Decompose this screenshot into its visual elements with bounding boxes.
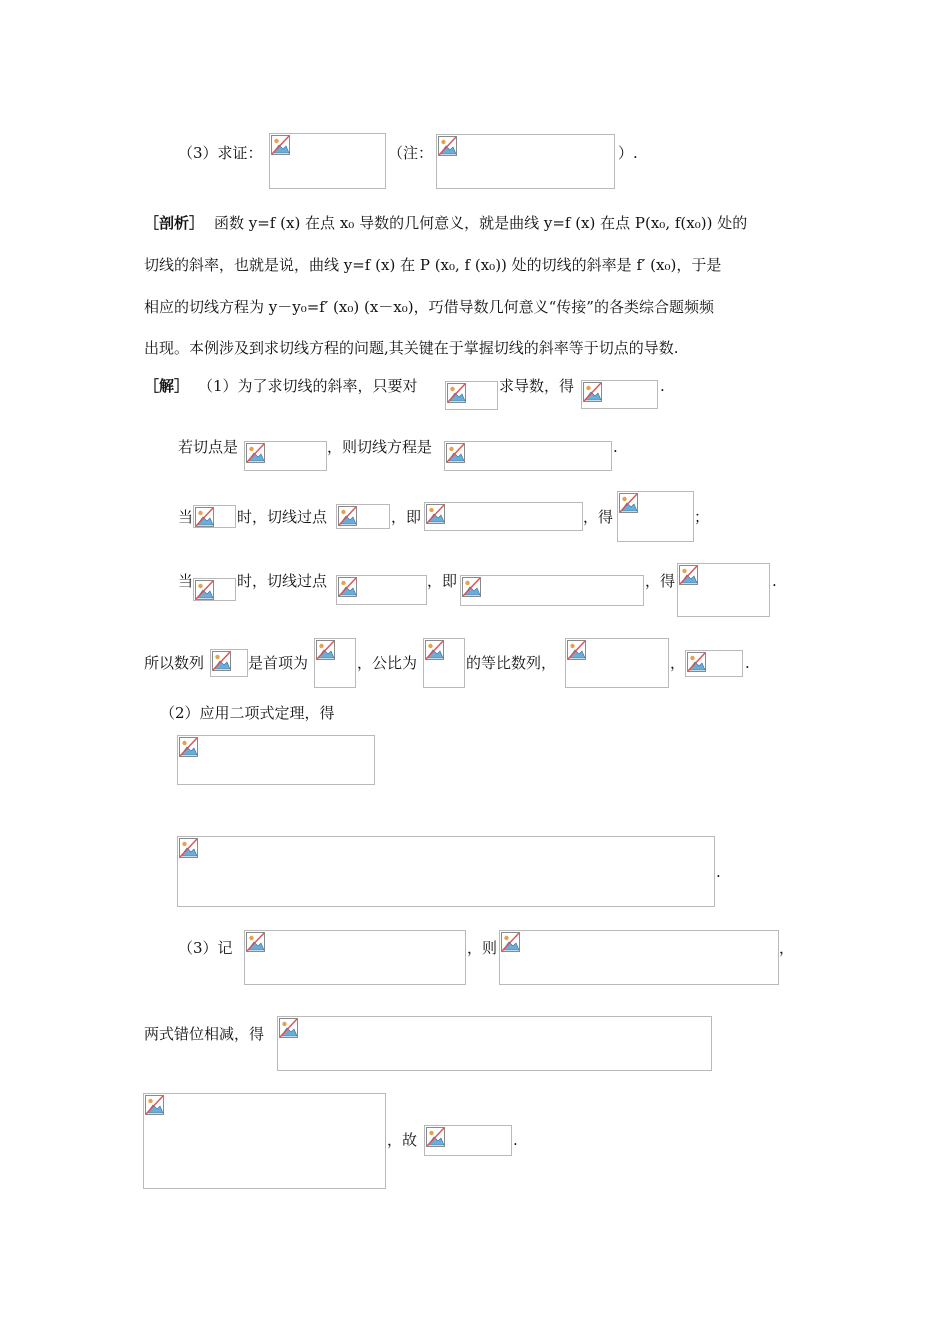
- tangent-text: ，则切线方程是: [327, 438, 433, 456]
- part3-text: （3）记: [178, 939, 233, 957]
- sequence-text: 所以数列: [144, 654, 205, 672]
- conclusion-text: ，故: [387, 1131, 418, 1149]
- broken-image-icon: [179, 737, 198, 757]
- subtraction-text: 两式错位相减，得: [144, 1025, 265, 1043]
- broken-image-icon: [271, 135, 290, 155]
- broken-image-icon: [195, 507, 214, 527]
- formula-image: [244, 930, 466, 985]
- broken-image-icon: [426, 1127, 445, 1147]
- broken-image-icon: [462, 577, 481, 597]
- formula-image: [193, 578, 236, 601]
- formula-image: [445, 381, 498, 410]
- case2-text: ，即: [427, 572, 458, 590]
- broken-image-icon: [212, 651, 231, 671]
- formula-image: [617, 491, 694, 542]
- broken-image-icon: [279, 1018, 298, 1038]
- tangent-text: .: [613, 438, 618, 456]
- case1-text: ；: [694, 508, 710, 526]
- broken-image-icon: [687, 652, 706, 672]
- formula-image: [460, 575, 644, 606]
- tangent-text: 若切点是: [178, 438, 239, 456]
- analysis-line-1: 函数 y=f (x) 在点 x₀ 导数的几何意义，就是曲线 y=f (x) 在点 P(x₀, f(x₀)) 处的: [214, 214, 748, 232]
- formula-image: [424, 1125, 512, 1156]
- analysis-line-4: 出现。本例涉及到求切线方程的问题,其关键在于掌握切线的斜率等于切点的导数.: [144, 339, 679, 357]
- formula-image: [193, 505, 236, 528]
- formula-image: [177, 735, 375, 785]
- broken-image-icon: [246, 932, 265, 952]
- part2-text: （2）应用二项式定理，得: [160, 704, 335, 722]
- formula-image: [436, 134, 615, 189]
- broken-image-icon: [316, 640, 335, 660]
- formula-image: [277, 1016, 712, 1071]
- case2-text: .: [772, 572, 777, 590]
- analysis-line-3: 相应的切线方程为 y－y₀=f′ (x₀) (x－x₀)，巧借导数几何意义“传接”的各类综合题频频: [144, 298, 714, 316]
- formula-image: [424, 502, 583, 531]
- formula-image: [314, 638, 356, 688]
- sequence-text: 是首项为: [248, 654, 309, 672]
- broken-image-icon: [501, 932, 520, 952]
- formula-image: [444, 441, 612, 471]
- problem3-prefix: （3）求证：: [178, 144, 263, 162]
- broken-image-icon: [426, 504, 445, 524]
- part3-text: ，: [779, 939, 795, 957]
- broken-image-icon: [583, 382, 602, 402]
- formula-image: [499, 930, 779, 985]
- case1-text: 时，切线过点: [237, 508, 328, 526]
- broken-image-icon: [446, 443, 465, 463]
- formula-image: [423, 638, 465, 688]
- part2-end: .: [716, 863, 721, 881]
- case2-text: ，得: [645, 572, 676, 590]
- sequence-text: ，: [670, 654, 686, 672]
- formula-image: [581, 380, 658, 409]
- formula-image: [336, 575, 427, 605]
- broken-image-icon: [679, 565, 698, 585]
- broken-image-icon: [619, 493, 638, 513]
- problem3-end: ）.: [618, 144, 638, 162]
- sequence-text: 的等比数列，: [466, 654, 557, 672]
- solution-1-text: （1）为了求切线的斜率，只要对: [198, 377, 418, 395]
- broken-image-icon: [195, 580, 214, 600]
- broken-image-icon: [567, 640, 586, 660]
- case2-text: 当: [178, 572, 194, 590]
- case1-text: ，即: [391, 508, 422, 526]
- part3-text: ，则: [467, 939, 498, 957]
- formula-image: [244, 441, 327, 471]
- sequence-text: .: [745, 654, 750, 672]
- case2-text: 时，切线过点: [237, 572, 328, 590]
- formula-image: [336, 504, 390, 529]
- solution-1-text: 求导数，得: [499, 377, 575, 395]
- broken-image-icon: [145, 1095, 164, 1115]
- solution-1-text: .: [660, 377, 665, 395]
- broken-image-icon: [338, 577, 357, 597]
- broken-image-icon: [438, 136, 457, 156]
- analysis-heading: ［剖析］: [144, 214, 205, 232]
- formula-image: [177, 836, 715, 907]
- case1-text: 当: [178, 508, 194, 526]
- formula-image: [685, 650, 743, 677]
- broken-image-icon: [179, 838, 198, 858]
- broken-image-icon: [425, 640, 444, 660]
- analysis-line-2: 切线的斜率，也就是说，曲线 y=f (x) 在 P (x₀, f (x₀)) 处的切线的斜率是 f′ (x₀)，于是: [144, 256, 722, 274]
- formula-image: [143, 1093, 386, 1189]
- case1-text: ，得: [583, 508, 614, 526]
- formula-image: [565, 638, 669, 688]
- sequence-text: ，公比为: [357, 654, 418, 672]
- formula-image: [269, 133, 386, 189]
- problem3-note: （注：: [388, 144, 434, 162]
- broken-image-icon: [447, 383, 466, 403]
- formula-image: [677, 563, 770, 617]
- conclusion-text: .: [513, 1131, 518, 1149]
- solution-heading: ［解］: [144, 377, 190, 395]
- broken-image-icon: [338, 506, 357, 526]
- formula-image: [210, 649, 248, 677]
- broken-image-icon: [246, 443, 265, 463]
